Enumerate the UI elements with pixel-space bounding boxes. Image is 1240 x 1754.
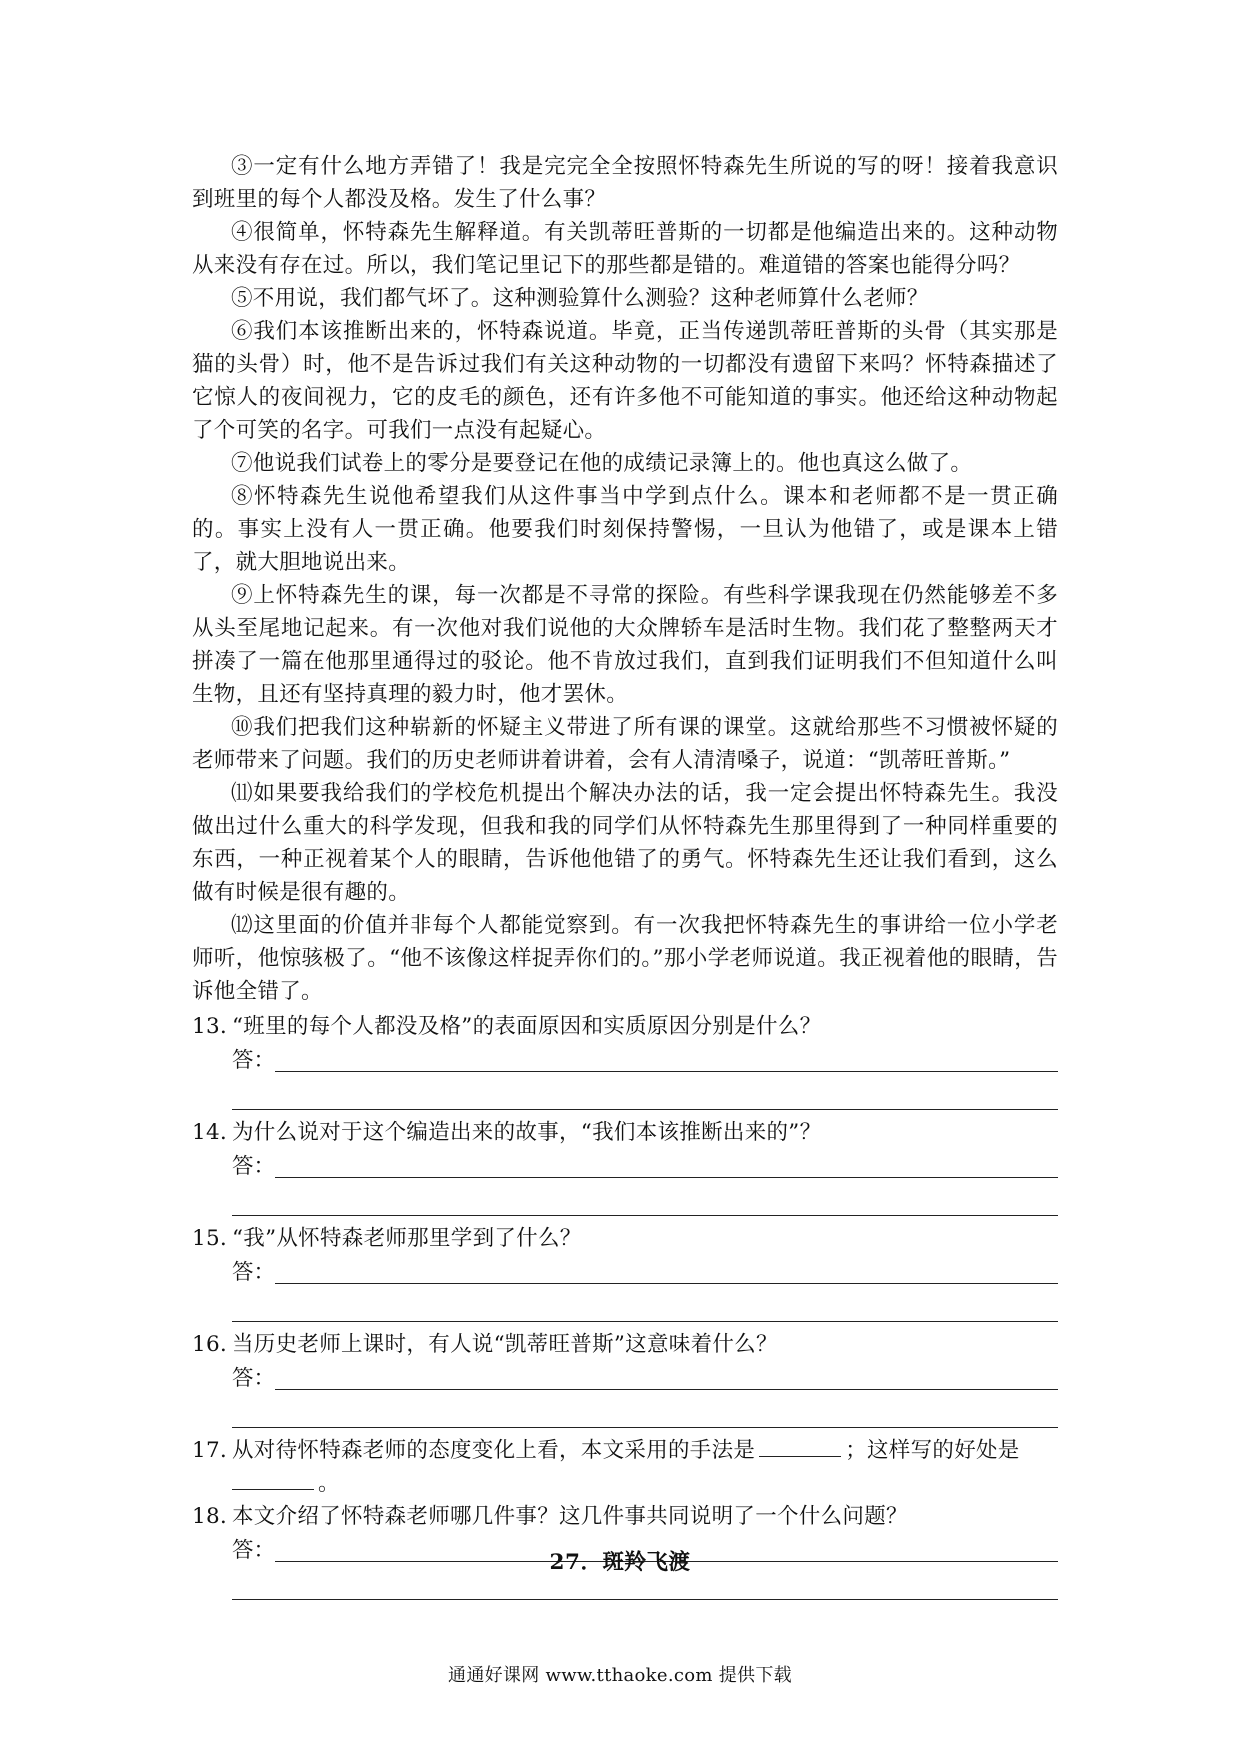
- paragraph-3: ③一定有什么地方弄错了！我是完完全全按照怀特森先生所说的写的呀！接着我意识到班里的每个人都没及格。发生了什么事？: [192, 154, 1058, 212]
- question-text-part-c: 。: [318, 1471, 340, 1496]
- answer-line[interactable]: [232, 1395, 1058, 1428]
- answer-row: [232, 1043, 1058, 1077]
- answer-row: [232, 1255, 1058, 1289]
- question-13: [192, 1010, 1058, 1110]
- fill-in-blank[interactable]: [759, 1434, 841, 1457]
- question-number: 18．: [192, 1504, 242, 1529]
- answer-line[interactable]: [275, 1365, 1058, 1390]
- question-15: [192, 1222, 1058, 1322]
- answer-line[interactable]: [232, 1289, 1058, 1322]
- question-section: [192, 1010, 1058, 1600]
- question-text: “班里的每个人都没及格”的表面原因和实质原因分别是什么？: [232, 1014, 822, 1039]
- answer-label: 答：: [232, 1154, 276, 1179]
- page-footer: 通通好课网 www.tthaoke.com 提供下载: [448, 1665, 792, 1686]
- answer-line[interactable]: [232, 1077, 1058, 1110]
- fill-in-blank[interactable]: [232, 1467, 314, 1490]
- question-number: 17．: [192, 1438, 242, 1463]
- paragraph-8: ⑧怀特森先生说他希望我们从这件事当中学到点什么。课本和老师都不是一贯正确的。事实上没有人一贯正确。他要我们时刻保持警惕，一旦认为他错了，或是课本上错了，就大胆地说出来。: [192, 484, 1058, 575]
- answer-label: 答：: [232, 1260, 276, 1285]
- paragraph-12: ⑿这里面的价值并非每个人都能觉察到。有一次我把怀特森先生的事讲给一位小学老师听，他惊骇极了。“他不该像这样捉弄你们的。”那小学老师说道。我正视着他的眼睛，告诉他全错了。: [192, 913, 1058, 1004]
- paragraph-5: ⑤不用说，我们都气坏了。这种测验算什么测验？这种老师算什么老师？: [231, 286, 929, 311]
- question-14: [192, 1116, 1058, 1216]
- question-text: 当历史老师上课时，有人说“凯蒂旺普斯”这意味着什么？: [232, 1332, 778, 1357]
- reading-passage: [192, 150, 1058, 1008]
- paragraph-11: ⑾如果要我给我们的学校危机提出个解决办法的话，我一定会提出怀特森先生。我没做出过什么重大的科学发现，但我和我的同学们从怀特森先生那里得到了一种同样重要的东西，一种正视着某个人的眼睛，告诉他他错了的勇气。怀特森先生还让我们看到，这么做有时候是很有趣的。: [192, 781, 1058, 905]
- question-number: 15．: [192, 1226, 242, 1251]
- question-text: 为什么说对于这个编造出来的故事，“我们本该推断出来的”？: [232, 1120, 822, 1145]
- paragraph-10: ⑩我们把我们这种崭新的怀疑主义带进了所有课的课堂。这就给那些不习惯被怀疑的老师带来了问题。我们的历史老师讲着讲着，会有人清清嗓子，说道：“凯蒂旺普斯。”: [192, 715, 1058, 773]
- answer-label: 答：: [232, 1538, 276, 1563]
- question-number: 13．: [192, 1014, 242, 1039]
- question-17: [192, 1434, 1058, 1500]
- answer-line[interactable]: [275, 1047, 1058, 1072]
- answer-line[interactable]: [232, 1183, 1058, 1216]
- question-16: [192, 1328, 1058, 1428]
- paragraph-4: ④很简单，怀特森先生解释道。有关凯蒂旺普斯的一切都是他编造出来的。这种动物从来没有存在过。所以，我们笔记里记下的那些都是错的。难道错的答案也能得分吗？: [192, 220, 1058, 278]
- next-section-title: 27．斑羚飞渡: [549, 1550, 691, 1575]
- answer-row: [232, 1361, 1058, 1395]
- paragraph-9: ⑨上怀特森先生的课，每一次都是不寻常的探险。有些科学课我现在仍然能够差不多从头至尾地记起来。有一次他对我们说他的大众牌轿车是活时生物。我们花了整整两天才拼凑了一篇在他那里通得过的驳论。他不肯放过我们，直到我们证明我们不但知道什么叫生物，且还有坚持真理的毅力时，他才罢休。: [192, 583, 1058, 707]
- question-text-part-a: 从对待怀特森老师的态度变化上看，本文采用的手法是: [232, 1438, 756, 1463]
- answer-line[interactable]: [275, 1259, 1058, 1284]
- paragraph-7: ⑦他说我们试卷上的零分是要登记在他的成绩记录簿上的。他也真这么做了。: [231, 451, 973, 476]
- answer-label: 答：: [232, 1366, 276, 1391]
- question-number: 16．: [192, 1332, 242, 1357]
- question-text: 本文介绍了怀特森老师哪几件事？这几件事共同说明了一个什么问题？: [232, 1504, 908, 1529]
- answer-label: 答：: [232, 1048, 276, 1073]
- question-text-part-b: ；这样写的好处是: [845, 1438, 1020, 1463]
- paragraph-6: ⑥我们本该推断出来的，怀特森说道。毕竟，正当传递凯蒂旺普斯的头骨（其实那是猫的头骨）时，他不是告诉过我们有关这种动物的一切都没有遗留下来吗？怀特森描述了它惊人的夜间视力，它的皮毛的颜色，还有许多他不可能知道的事实。他还给这种动物起了个可笑的名字。可我们一点没有起疑心。: [192, 319, 1058, 443]
- question-number: 14．: [192, 1120, 242, 1145]
- answer-row: [232, 1149, 1058, 1183]
- answer-line[interactable]: [275, 1153, 1058, 1178]
- question-text: “我”从怀特森老师那里学到了什么？: [232, 1226, 582, 1251]
